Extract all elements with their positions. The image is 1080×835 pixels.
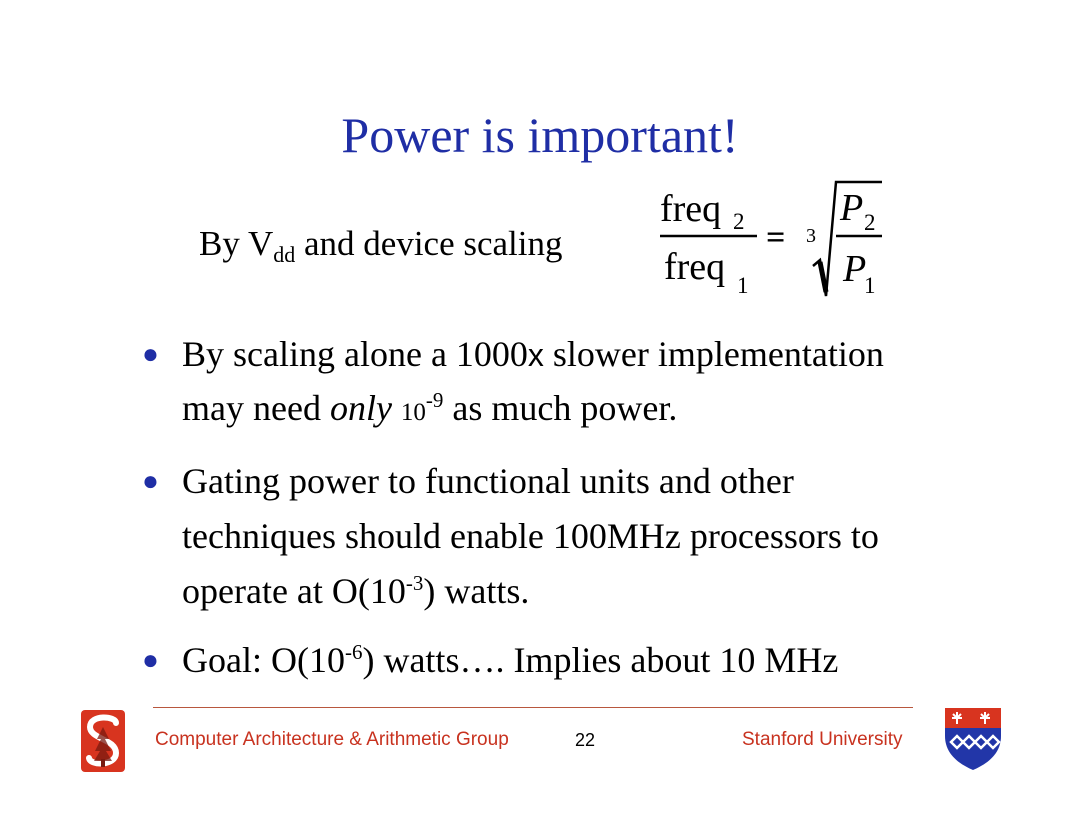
bullet-item-scaling (138, 328, 938, 439)
rhs-denominator-subscript: 1 (864, 273, 876, 298)
lhs-numerator: freq (660, 188, 722, 230)
footer-university: Stanford University (742, 729, 903, 750)
bullet-text-italic: only (329, 388, 392, 428)
frequency-power-formula (650, 176, 900, 306)
footer-group-name: Computer Architecture & Arithmetic Group (155, 729, 509, 750)
lhs-denominator-subscript: 1 (737, 273, 749, 298)
subtitle-prefix: By V (199, 224, 274, 263)
subtitle-subscript: dd (273, 242, 296, 267)
rhs-numerator: P (840, 187, 864, 229)
bullet-dot-icon: ● (142, 466, 159, 497)
radical-stroke (820, 262, 826, 292)
bullet-line (182, 634, 938, 687)
bullet-line (182, 328, 938, 382)
bullet-item-goal (138, 634, 938, 687)
lhs-denominator: freq (664, 246, 726, 288)
bullet-line (182, 382, 938, 439)
bullet-dot-icon: ● (142, 645, 159, 676)
bullet-text: slower implementation (543, 334, 884, 374)
lhs-numerator-subscript: 2 (733, 209, 745, 234)
bullet-exponent: -3 (405, 571, 424, 595)
footer-divider (153, 707, 913, 708)
subtitle-suffix: and device scaling (295, 224, 563, 263)
bullet-line: techniques should enable 100MHz processors to (182, 516, 879, 556)
bullet-exponent: -6 (344, 640, 363, 664)
bullet-line (182, 564, 938, 619)
bullet-text: By scaling alone a 1000 (182, 334, 528, 374)
shield-crest-logo-icon (943, 706, 1003, 772)
bullet-text: may need (182, 388, 330, 428)
bullet-dot-icon: ● (142, 339, 159, 370)
bullet-text: operate at O(10 (182, 571, 406, 611)
bullet-exponent: -9 (425, 388, 444, 412)
subtitle (199, 224, 563, 267)
bullet-text: Goal: O(10 (182, 640, 345, 680)
root-index: 3 (806, 225, 816, 247)
bullet-text-x: x (527, 337, 544, 373)
bullet-line: Gating power to functional units and other (182, 461, 794, 501)
bullet-text: ) watts. (423, 571, 530, 611)
rhs-numerator-subscript: 2 (864, 210, 876, 235)
bullet-item-gating (138, 454, 938, 619)
slide-title: Power is important! (341, 107, 739, 163)
stanford-s-logo-icon (80, 709, 126, 773)
bullet-text: as much power. (443, 388, 678, 428)
bullet-list (138, 328, 938, 687)
bullet-number: 10 (400, 399, 426, 426)
bullet-text: ) watts…. Implies about 10 MHz (362, 640, 839, 680)
page-number: 22 (575, 730, 596, 750)
equals-sign: = (766, 219, 786, 256)
rhs-denominator: P (843, 248, 867, 290)
